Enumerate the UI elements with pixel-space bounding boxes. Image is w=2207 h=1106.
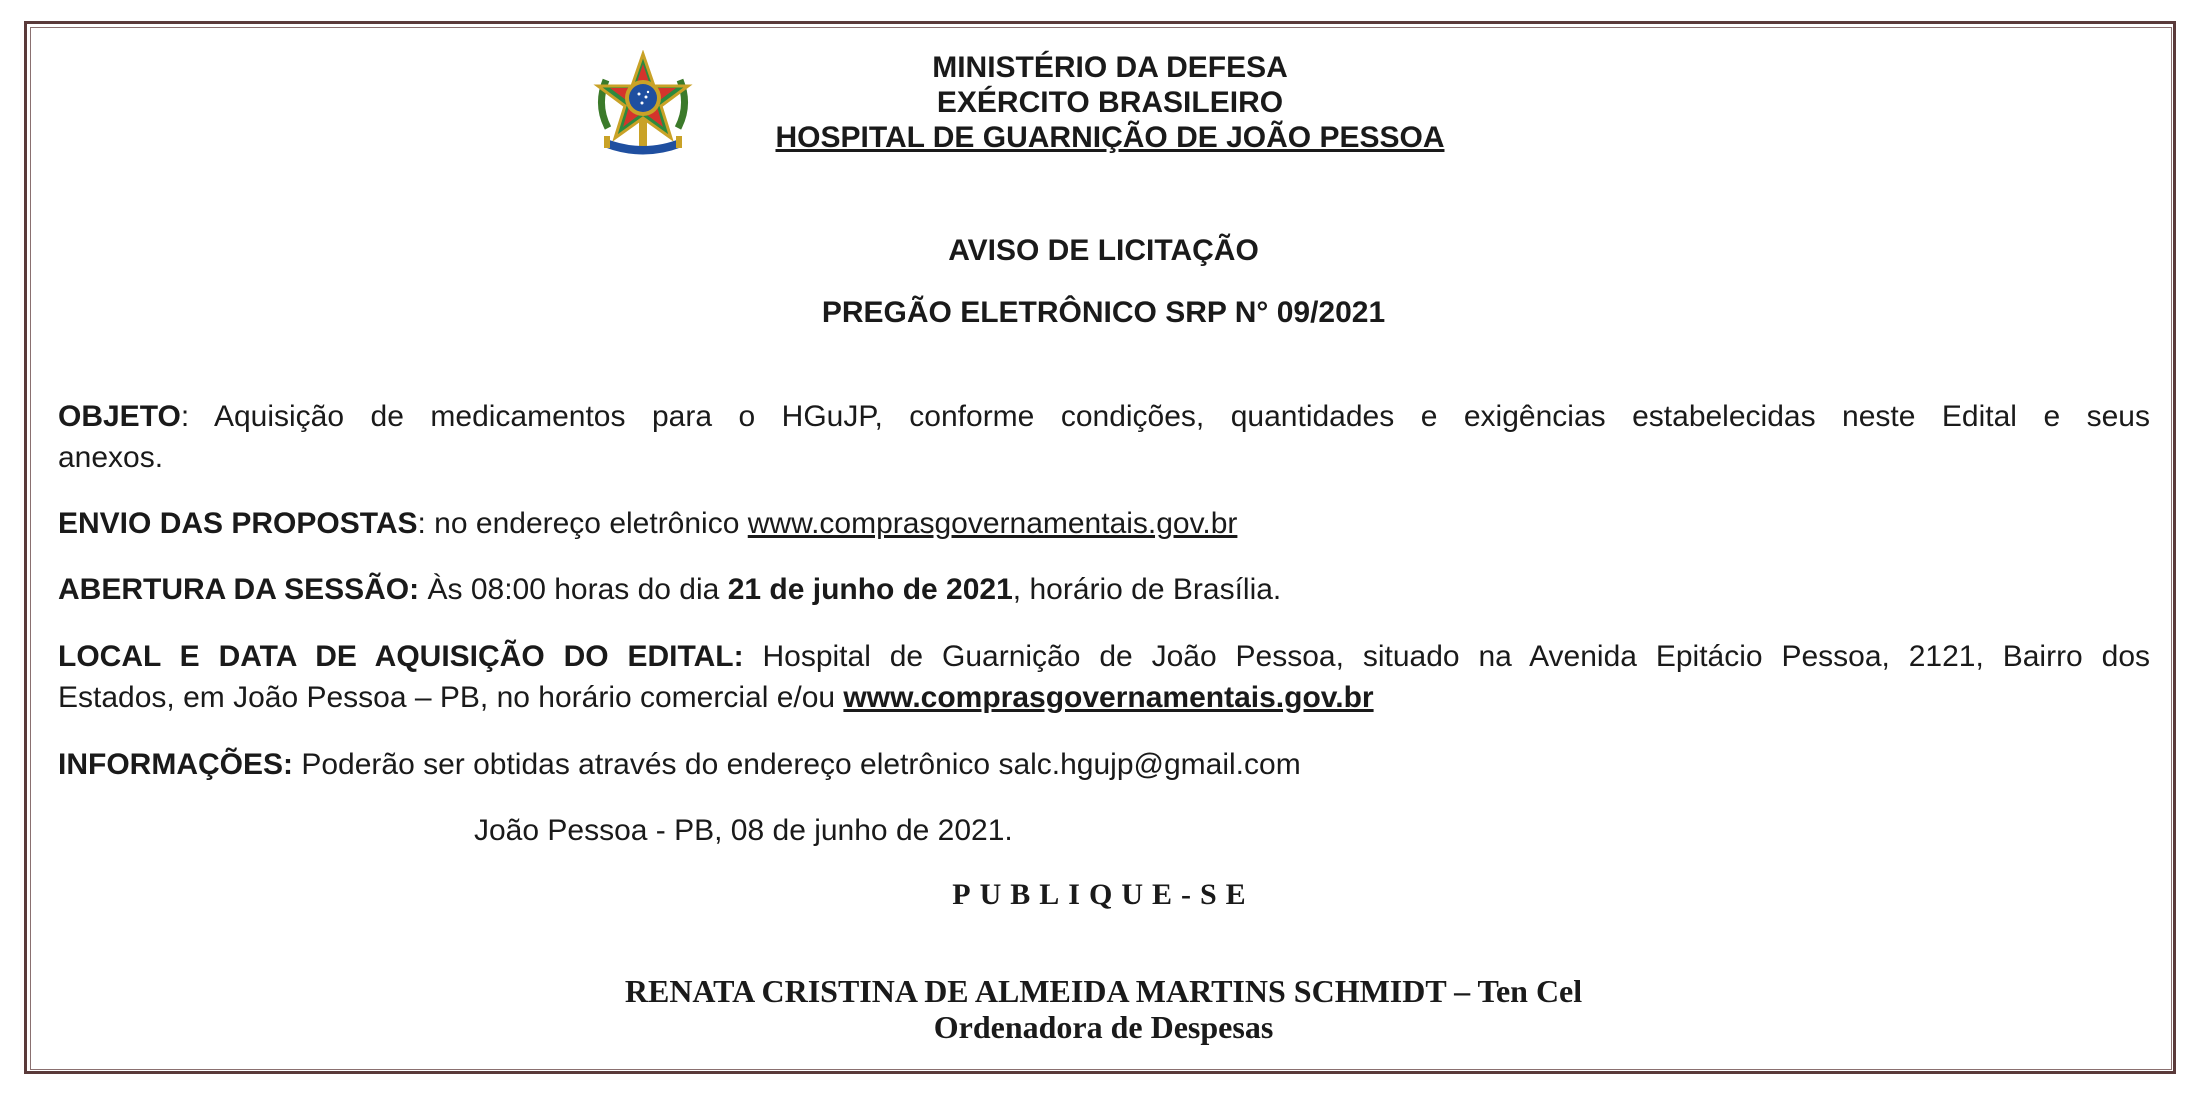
signature-name: RENATA CRISTINA DE ALMEIDA MARTINS SCHMIDT – Ten Cel — [624, 973, 1583, 1009]
notice-subtitle: PREGÃO ELETRÔNICO SRP N° 09/2021 — [821, 296, 1386, 329]
document-inner-border — [30, 27, 2172, 1070]
local-line-2 — [58, 677, 2150, 718]
local-label: LOCAL E DATA DE AQUISIÇÃO DO EDITAL: — [58, 640, 744, 673]
brazil-coat-of-arms-icon — [590, 50, 696, 158]
notice-title: AVISO DE LICITAÇÃO — [948, 234, 1259, 267]
publique-se: PUBLIQUE-SE — [952, 878, 1255, 911]
abertura-paragraph — [58, 569, 2150, 610]
place-date: João Pessoa - PB, 08 de junho de 2021. — [474, 814, 1013, 847]
local-line-1 — [58, 636, 2150, 677]
local-paragraph — [58, 636, 2150, 718]
abertura-text-2: , horário de Brasília. — [1012, 573, 1282, 606]
abertura-date: 21 de junho de 2021 — [727, 573, 1013, 606]
objeto-text-2: anexos. — [58, 441, 164, 474]
header-hospital: HOSPITAL DE GUARNIÇÃO DE JOÃO PESSOA — [775, 121, 1445, 154]
local-link[interactable]: www.comprasgovernamentais.gov.br — [843, 681, 1374, 714]
informacoes-label: INFORMAÇÕES: — [58, 748, 293, 781]
envio-link[interactable]: www.comprasgovernamentais.gov.br — [747, 507, 1238, 540]
objeto-text-1: : Aquisição de medicamentos para o HGuJP, conforme condições, quantidades e exigências estabelecidas neste Edital e seus — [180, 400, 2150, 433]
envio-label: ENVIO DAS PROPOSTAS — [58, 507, 418, 540]
signature-role: Ordenadora de Despesas — [933, 1009, 1274, 1045]
header-army: EXÉRCITO BRASILEIRO — [936, 86, 1284, 119]
objeto-line-1 — [58, 396, 2150, 437]
abertura-label: ABERTURA DA SESSÃO: — [58, 573, 420, 606]
header-ministry: MINISTÉRIO DA DEFESA — [932, 51, 1288, 84]
abertura-text-1: Às 08:00 horas do dia — [419, 573, 728, 606]
objeto-label: OBJETO — [58, 400, 181, 433]
local-text-1: Hospital de Guarnição de João Pessoa, situado na Avenida Epitácio Pessoa, 2121, Bairro dos — [743, 640, 2151, 673]
informacoes-text: Poderão ser obtidas através do endereço eletrônico salc.hgujp@gmail.com — [293, 748, 1301, 781]
envio-text: : no endereço eletrônico — [417, 507, 748, 540]
local-text-2: Estados, em João Pessoa – PB, no horário comercial e/ou — [58, 681, 844, 714]
informacoes-paragraph — [58, 744, 2150, 785]
envio-paragraph — [58, 503, 2150, 544]
objeto-paragraph — [58, 396, 2150, 478]
header-block — [700, 50, 1520, 155]
